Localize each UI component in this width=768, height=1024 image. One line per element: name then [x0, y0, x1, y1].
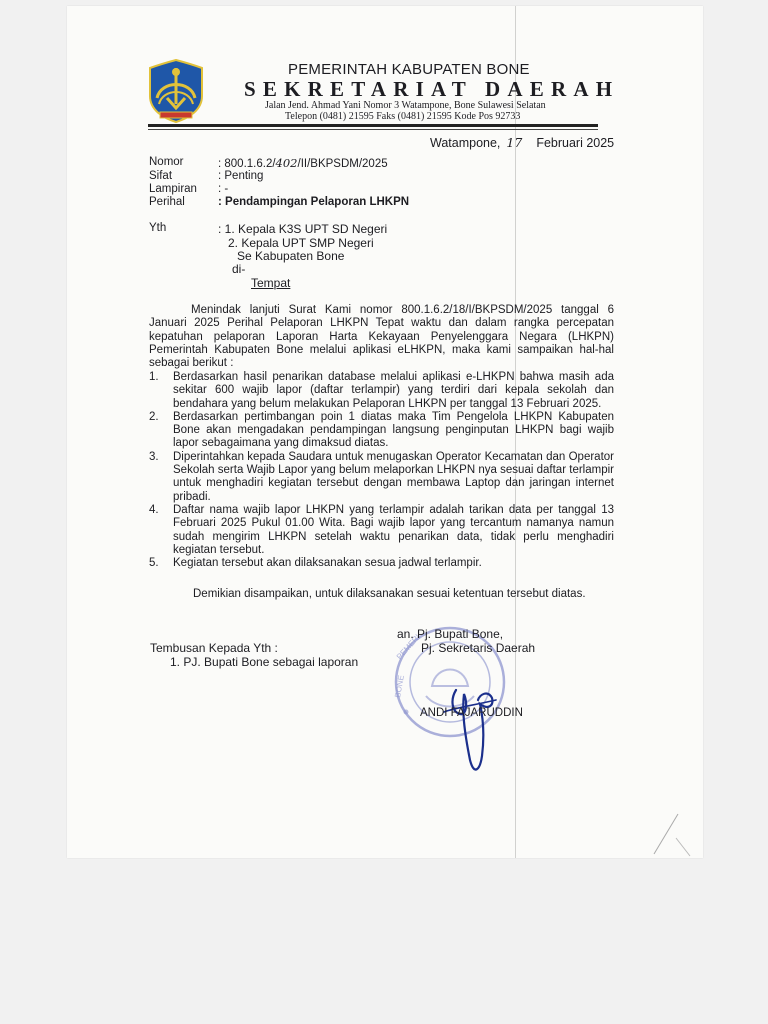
signature-position: Pj. Sekretaris Daerah — [421, 641, 536, 655]
list-item: 3. Diperintahkan kepada Saudara untuk menugaskan Operator Kecamatan dan Operator Sekolah serta Wajib Lapor yang belum melaporkan LHKPN nya sesuai daftar terlampir untuk menghadiri kegiatan tersebut dengan membawa Laptop dan jaringan internet pribadi. — [149, 450, 614, 503]
date-place: Watampone, — [430, 136, 501, 150]
nomor-label: Nomor — [149, 156, 184, 168]
bone-regency-emblem-icon — [147, 58, 205, 124]
office-name: SEKRETARIAT DAERAH — [244, 77, 620, 101]
office-phone: Telepon (0481) 21595 Faks (0481) 21595 Kode Pos 92733 — [285, 111, 521, 122]
perihal-label: Perihal — [149, 196, 185, 208]
letterhead-rule-thin — [148, 129, 598, 130]
date-month-year: Februari 2025 — [536, 136, 615, 150]
copy-item: 1. PJ. Bupati Bone sebagai laporan — [170, 655, 359, 669]
copy-title: Tembusan Kepada Yth : — [150, 641, 278, 655]
date-day: 17 — [506, 135, 523, 150]
list-item: 4. Daftar nama wajib lapor LHKPN yang terlampir adalah tarikan data per tanggal 13 Februari 2025 Pukul 01.00 Wita. Bagi wajib lapor yang tercantum namanya namun sudah mengirim LHKPN setelah waktu penarikan data, tidak perlu menghadiri kegiatan tersebut. — [149, 503, 614, 556]
lampiran-value: : - — [218, 183, 229, 195]
lampiran-label: Lampiran — [149, 183, 197, 195]
perihal-value: : Pendampingan Pelaporan LHKPN — [218, 196, 410, 208]
recipient-line-4: di- — [232, 262, 246, 276]
handwritten-signature-icon — [440, 660, 500, 780]
recipient-line-3: Se Kabupaten Bone — [237, 249, 345, 263]
svg-text:PEMERI: PEMERI — [394, 632, 423, 662]
closing-paragraph: Demikian disampaikan, untuk dilaksanakan sesuai ketentuan tersebut diatas. — [193, 588, 586, 600]
letter-date — [430, 135, 614, 150]
sifat-value: : Penting — [218, 170, 264, 182]
signatory-name: ANDI FAJARUDDIN — [420, 707, 523, 719]
signature-on-behalf: an. Pj. Bupati Bone, — [397, 627, 504, 641]
government-name: PEMERINTAH KABUPATEN BONE — [288, 61, 530, 78]
nomor-handwritten: 402 — [275, 156, 298, 170]
svg-text:BONE: BONE — [393, 674, 406, 699]
points-list — [149, 371, 614, 570]
list-item: 2. Berdasarkan pertimbangan poin 1 diatas maka Tim Pengelola LHKPN Kabupaten Bone akan mengadakan pendampingan langsung penginputan LHKPN bagi wajib lapor sebagaimana yang dimaksud diatas. — [149, 410, 614, 450]
recipient-label: Yth — [149, 222, 167, 234]
list-item: 1. Berdasarkan hasil penarikan database melalui aplikasi e-LHKPN bahwa masih ada sekitar 600 wajib lapor (daftar terlampir) yang terdiri dari kepala sekolah dan bendahara yang belum melakukan Pelaporan LHKPN per tanggal 13 Februari 2025. — [149, 371, 614, 410]
office-address: Jalan Jend. Ahmad Yani Nomor 3 Watampone, Bone Sulawesi Selatan — [265, 100, 546, 111]
nomor-value: : 800.1.6.2/402/II/BKPSDM/2025 — [218, 156, 388, 170]
letterhead-rule-thick — [148, 124, 598, 127]
recipient-line-1: : 1. Kepala K3S UPT SD Negeri — [218, 222, 388, 236]
list-item: 5. Kegiatan tersebut akan dilaksanakan sesua jadwal terlampir. — [149, 557, 482, 570]
intro-paragraph: Menindak lanjuti Surat Kami nomor 800.1.6.2/18/I/BKPSDM/2025 tanggal 6 Januari 2025 Perihal Pelaporan LHKPN Tepat waktu dan dalam rangka percepatan kepatuhan pelaporan Laporan Harta Kekayaan Penyelenggara Negara (LHKPN) Pemerintah Kabupaten Bone melalui aplikasi eLHKPN, maka kami sampaikan hal-hal sebagai berikut : — [149, 304, 614, 370]
paper-crease-mark — [648, 808, 698, 858]
recipient-line-2: 2. Kepala UPT SMP Negeri — [228, 236, 374, 250]
sifat-label: Sifat — [149, 170, 173, 182]
recipient-place: Tempat — [251, 276, 291, 290]
